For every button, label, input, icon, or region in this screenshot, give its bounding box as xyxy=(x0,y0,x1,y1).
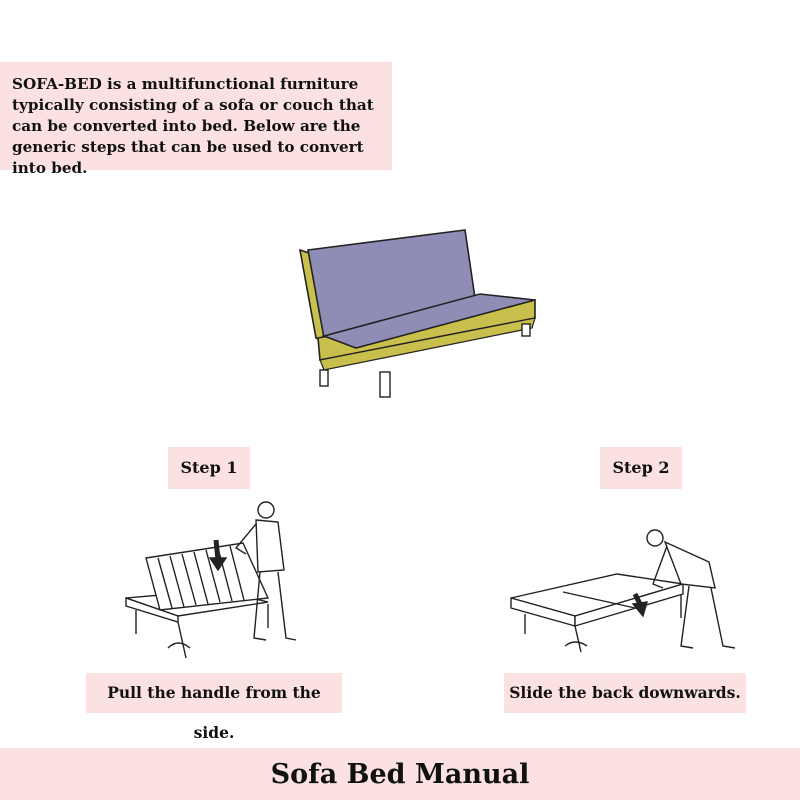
step-1-label: Step 1 xyxy=(168,447,250,489)
step-1-illustration xyxy=(118,498,308,668)
intro-line-3: can be converted into bed. Below are the xyxy=(12,117,361,135)
step-2-caption: Slide the back downwards. xyxy=(504,673,746,713)
sofa-bed-illustration xyxy=(290,220,550,410)
manual-title: Sofa Bed Manual xyxy=(0,748,800,800)
step-1-caption: Pull the handle from the side. xyxy=(86,673,342,713)
intro-line-4: generic steps that can be used to convert into bed. xyxy=(12,138,364,177)
intro-panel xyxy=(0,62,392,177)
intro-line-2: typically consisting of a sofa or couch that xyxy=(12,96,374,114)
step-2-illustration xyxy=(505,522,740,670)
step-2-label: Step 2 xyxy=(600,447,682,489)
intro-line-1: SOFA-BED is a multifunctional furniture xyxy=(12,75,359,93)
